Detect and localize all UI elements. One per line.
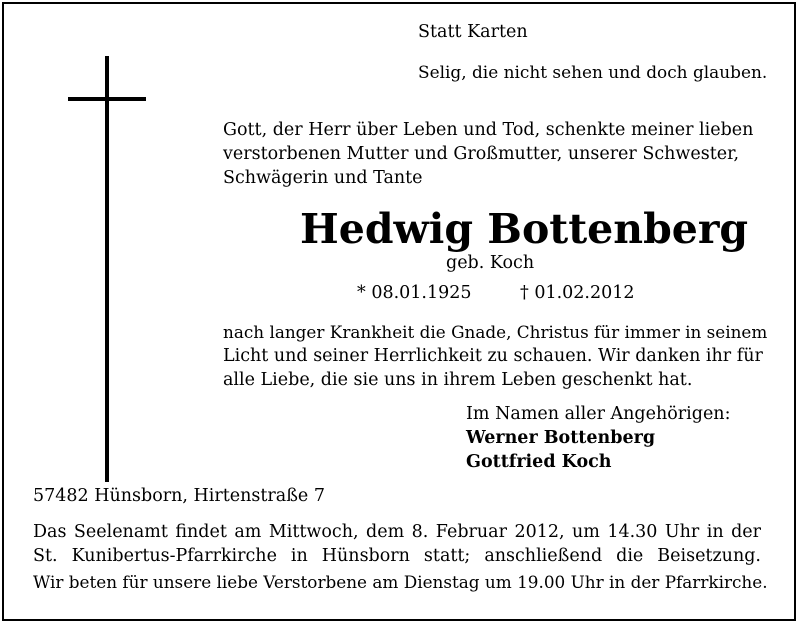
maiden-name: geb. Koch [446,253,535,273]
signer-name: Gottfried Koch [466,452,612,472]
intro-line: Gott, der Herr über Leben und Tod, schenkte meiner lieben [223,120,754,140]
header-bible-quote: Selig, die nicht sehen und doch glauben. [418,62,768,82]
intro-line: verstorbenen Mutter und Großmutter, unserer Schwester, [223,144,740,164]
service-line: Das Seelenamt findet am Mittwoch, dem 8. Februar 2012, um 14.30 Uhr in der [33,522,761,542]
birth-date: * 08.01.1925 [357,283,472,303]
body-line: Licht und seiner Herrlichkeit zu schauen. Wir danken ihr für [223,346,763,366]
cross-icon [105,56,109,482]
intro-line: Schwägerin und Tante [223,168,423,188]
deceased-name: Hedwig Bottenberg [300,205,749,253]
header-statt-karten: Statt Karten [418,22,528,42]
cross-icon-crossbar [68,97,146,101]
signer-name: Werner Bottenberg [466,428,656,448]
prayer-line: Wir beten für unsere liebe Verstorbene am Dienstag um 19.00 Uhr in der Pfarrkirche. [33,572,768,592]
family-address: 57482 Hünsborn, Hirtenstraße 7 [33,486,325,506]
death-date: † 01.02.2012 [520,283,635,303]
on-behalf-line: Im Namen aller Angehörigen: [466,404,731,424]
body-line: nach langer Krankheit die Gnade, Christus für immer in seinem [223,322,768,342]
service-line: St. Kunibertus-Pfarrkirche in Hünsborn statt; anschließend die Beisetzung. [33,546,761,566]
body-line: alle Liebe, die sie uns in ihrem Leben geschenkt hat. [223,370,693,390]
